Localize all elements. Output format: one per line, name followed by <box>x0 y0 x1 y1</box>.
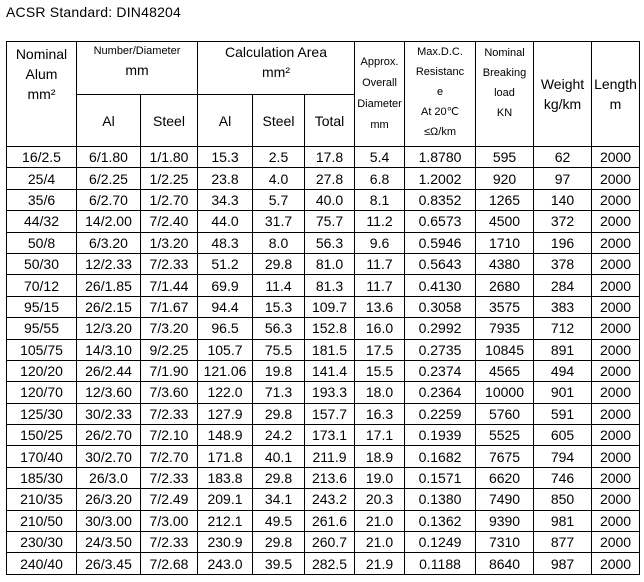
table-cell: 11.7 <box>355 253 405 274</box>
table-cell: 6.8 <box>355 168 405 189</box>
table-row <box>7 489 640 510</box>
table-cell: 29.8 <box>253 253 305 274</box>
table-cell: 901 <box>534 382 592 403</box>
table-cell: 0.5946 <box>405 232 476 253</box>
header-length: Length m <box>592 42 640 147</box>
table-cell: 7/3.20 <box>141 318 198 339</box>
table-cell: 70/12 <box>7 275 77 296</box>
table-cell: 14/3.10 <box>77 339 141 360</box>
table-cell: 920 <box>476 168 534 189</box>
table-row <box>7 211 640 232</box>
table-cell: 6/1.80 <box>77 147 141 168</box>
header-weight: Weight kg/km <box>534 42 592 147</box>
table-cell: 2000 <box>592 553 640 574</box>
table-cell: 794 <box>534 446 592 467</box>
table-cell: 141.4 <box>305 360 355 381</box>
table-cell: 230.9 <box>198 532 253 553</box>
table-cell: 1710 <box>476 232 534 253</box>
table-cell: 0.1362 <box>405 510 476 531</box>
table-cell: 0.2364 <box>405 382 476 403</box>
table-cell: 125/30 <box>7 403 77 424</box>
table-cell: 19.8 <box>253 360 305 381</box>
table-cell: 5760 <box>476 403 534 424</box>
table-cell: 48.3 <box>198 232 253 253</box>
table-row <box>7 339 640 360</box>
table-cell: 16.0 <box>355 318 405 339</box>
table-cell: 2000 <box>592 318 640 339</box>
table-cell: 7/1.67 <box>141 296 198 317</box>
table-cell: 210/50 <box>7 510 77 531</box>
table-cell: 0.1380 <box>405 489 476 510</box>
table-row <box>7 189 640 210</box>
table-cell: 230/30 <box>7 532 77 553</box>
table-cell: 981 <box>534 510 592 531</box>
table-cell: 105/75 <box>7 339 77 360</box>
table-cell: 2000 <box>592 296 640 317</box>
table-cell: 6/2.70 <box>77 189 141 210</box>
table-cell: 30/2.33 <box>77 403 141 424</box>
table-cell: 26/2.44 <box>77 360 141 381</box>
table-cell: 0.5643 <box>405 253 476 274</box>
table-cell: 26/3.20 <box>77 489 141 510</box>
table-cell: 10000 <box>476 382 534 403</box>
table-cell: 987 <box>534 553 592 574</box>
table-cell: 26/2.15 <box>77 296 141 317</box>
table-cell: 11.2 <box>355 211 405 232</box>
table-cell: 7/2.33 <box>141 467 198 488</box>
table-cell: 2000 <box>592 211 640 232</box>
table-row <box>7 296 640 317</box>
table-cell: 26/3.0 <box>77 467 141 488</box>
table-cell: 4.0 <box>253 168 305 189</box>
table-cell: 196 <box>534 232 592 253</box>
table-cell: 605 <box>534 425 592 446</box>
table-cell: 1/2.70 <box>141 189 198 210</box>
table-cell: 2000 <box>592 446 640 467</box>
table-cell: 5.4 <box>355 147 405 168</box>
table-cell: 17.5 <box>355 339 405 360</box>
table-cell: 29.8 <box>253 467 305 488</box>
table-cell: 0.1249 <box>405 532 476 553</box>
table-cell: 96.5 <box>198 318 253 339</box>
table-cell: 12/3.20 <box>77 318 141 339</box>
table-cell: 8.0 <box>253 232 305 253</box>
table-cell: 18.9 <box>355 446 405 467</box>
table-cell: 21.9 <box>355 553 405 574</box>
table-row <box>7 553 640 574</box>
table-cell: 0.3058 <box>405 296 476 317</box>
table-cell: 284 <box>534 275 592 296</box>
table-cell: 95/55 <box>7 318 77 339</box>
table-cell: 372 <box>534 211 592 232</box>
table-cell: 4565 <box>476 360 534 381</box>
acsr-spec-table <box>6 41 640 575</box>
table-cell: 44.0 <box>198 211 253 232</box>
table-cell: 12/3.60 <box>77 382 141 403</box>
table-cell: 378 <box>534 253 592 274</box>
table-cell: 15.3 <box>198 147 253 168</box>
table-cell: 209.1 <box>198 489 253 510</box>
table-cell: 15.3 <box>253 296 305 317</box>
table-cell: 9/2.25 <box>141 339 198 360</box>
table-cell: 75.7 <box>305 211 355 232</box>
table-cell: 2000 <box>592 168 640 189</box>
table-row <box>7 403 640 424</box>
table-cell: 17.8 <box>305 147 355 168</box>
table-cell: 7/2.10 <box>141 425 198 446</box>
table-cell: 29.8 <box>253 532 305 553</box>
table-cell: 21.0 <box>355 510 405 531</box>
table-cell: 69.9 <box>198 275 253 296</box>
table-cell: 383 <box>534 296 592 317</box>
table-cell: 94.4 <box>198 296 253 317</box>
table-cell: 7/2.33 <box>141 532 198 553</box>
table-cell: 2000 <box>592 382 640 403</box>
table-cell: 5.7 <box>253 189 305 210</box>
table-cell: 17.1 <box>355 425 405 446</box>
table-cell: 0.1939 <box>405 425 476 446</box>
table-cell: 210/35 <box>7 489 77 510</box>
table-cell: 95/15 <box>7 296 77 317</box>
table-cell: 261.6 <box>305 510 355 531</box>
table-cell: 39.5 <box>253 553 305 574</box>
table-cell: 7/2.33 <box>141 253 198 274</box>
table-cell: 0.1682 <box>405 446 476 467</box>
table-cell: 24.2 <box>253 425 305 446</box>
table-cell: 11.7 <box>355 275 405 296</box>
table-cell: 4380 <box>476 253 534 274</box>
table-cell: 19.0 <box>355 467 405 488</box>
table-cell: 7/2.49 <box>141 489 198 510</box>
table-cell: 62 <box>534 147 592 168</box>
table-cell: 7/3.00 <box>141 510 198 531</box>
table-cell: 25/4 <box>7 168 77 189</box>
table-cell: 16.3 <box>355 403 405 424</box>
header-number-diameter: Number/Diameter mm <box>77 42 198 95</box>
header-area-al: Al <box>198 95 253 147</box>
table-cell: 2000 <box>592 489 640 510</box>
table-cell: 2680 <box>476 275 534 296</box>
table-cell: 26/1.85 <box>77 275 141 296</box>
table-cell: 173.1 <box>305 425 355 446</box>
table-cell: 183.8 <box>198 467 253 488</box>
table-cell: 122.0 <box>198 382 253 403</box>
header-max-dc-resistance: Max.D.C. Resistanc e At 20℃ ≤Ω/km <box>405 42 476 147</box>
table-cell: 71.3 <box>253 382 305 403</box>
table-cell: 150/25 <box>7 425 77 446</box>
table-cell: 26/3.45 <box>77 553 141 574</box>
table-cell: 120/70 <box>7 382 77 403</box>
table-cell: 240/40 <box>7 553 77 574</box>
table-cell: 24/3.50 <box>77 532 141 553</box>
header-approx-overall-diameter: Approx. Overall Diameter mm <box>355 42 405 147</box>
table-cell: 0.8352 <box>405 189 476 210</box>
header-calculation-area: Calculation Area mm² <box>198 42 355 95</box>
table-row <box>7 467 640 488</box>
table-cell: 14/2.00 <box>77 211 141 232</box>
table-cell: 2000 <box>592 189 640 210</box>
table-cell: 50/8 <box>7 232 77 253</box>
table-cell: 850 <box>534 489 592 510</box>
table-cell: 44/32 <box>7 211 77 232</box>
table-row <box>7 168 640 189</box>
table-cell: 18.0 <box>355 382 405 403</box>
table-cell: 56.3 <box>305 232 355 253</box>
table-cell: 494 <box>534 360 592 381</box>
header-nd-al: Al <box>77 95 141 147</box>
table-cell: 6/2.25 <box>77 168 141 189</box>
table-row <box>7 360 640 381</box>
table-cell: 2000 <box>592 510 640 531</box>
table-cell: 1/1.80 <box>141 147 198 168</box>
table-cell: 171.8 <box>198 446 253 467</box>
header-nominal-breaking-load: Nominal Breaking load KN <box>476 42 534 147</box>
table-cell: 31.7 <box>253 211 305 232</box>
header-area-steel: Steel <box>253 95 305 147</box>
table-row <box>7 425 640 446</box>
table-cell: 34.3 <box>198 189 253 210</box>
table-cell: 2000 <box>592 147 640 168</box>
table-row <box>7 510 640 531</box>
table-row <box>7 147 640 168</box>
table-cell: 8640 <box>476 553 534 574</box>
table-row <box>7 232 640 253</box>
header-area-total: Total <box>305 95 355 147</box>
table-cell: 193.3 <box>305 382 355 403</box>
table-cell: 2000 <box>592 425 640 446</box>
table-cell: 121.06 <box>198 360 253 381</box>
table-cell: 877 <box>534 532 592 553</box>
header-nominal-alum: Nominal Alum mm² <box>7 42 77 147</box>
table-cell: 21.0 <box>355 532 405 553</box>
table-cell: 7/3.60 <box>141 382 198 403</box>
table-cell: 4500 <box>476 211 534 232</box>
table-cell: 7310 <box>476 532 534 553</box>
table-cell: 49.5 <box>253 510 305 531</box>
table-cell: 6620 <box>476 467 534 488</box>
table-cell: 2000 <box>592 339 640 360</box>
table-cell: 7/2.33 <box>141 403 198 424</box>
table-cell: 2000 <box>592 360 640 381</box>
table-cell: 260.7 <box>305 532 355 553</box>
table-cell: 0.1571 <box>405 467 476 488</box>
table-cell: 212.1 <box>198 510 253 531</box>
table-cell: 0.4130 <box>405 275 476 296</box>
table-cell: 7490 <box>476 489 534 510</box>
table-row <box>7 275 640 296</box>
table-cell: 10845 <box>476 339 534 360</box>
table-cell: 29.8 <box>253 403 305 424</box>
table-cell: 75.5 <box>253 339 305 360</box>
table-cell: 7675 <box>476 446 534 467</box>
table-row <box>7 382 640 403</box>
table-cell: 282.5 <box>305 553 355 574</box>
table-cell: 40.1 <box>253 446 305 467</box>
table-body <box>7 147 640 575</box>
table-cell: 0.2735 <box>405 339 476 360</box>
table-cell: 40.0 <box>305 189 355 210</box>
table-cell: 23.8 <box>198 168 253 189</box>
table-cell: 0.6573 <box>405 211 476 232</box>
table-cell: 1/2.25 <box>141 168 198 189</box>
table-cell: 11.4 <box>253 275 305 296</box>
table-cell: 211.9 <box>305 446 355 467</box>
table-cell: 20.3 <box>355 489 405 510</box>
table-cell: 2000 <box>592 532 640 553</box>
table-cell: 891 <box>534 339 592 360</box>
table-cell: 7935 <box>476 318 534 339</box>
table-cell: 7/1.44 <box>141 275 198 296</box>
table-cell: 5525 <box>476 425 534 446</box>
table-cell: 34.1 <box>253 489 305 510</box>
table-cell: 9390 <box>476 510 534 531</box>
table-row <box>7 253 640 274</box>
table-cell: 6/3.20 <box>77 232 141 253</box>
table-row <box>7 318 640 339</box>
table-cell: 7/2.40 <box>141 211 198 232</box>
table-cell: 8.1 <box>355 189 405 210</box>
table-cell: 16/2.5 <box>7 147 77 168</box>
table-cell: 2000 <box>592 232 640 253</box>
table-cell: 2000 <box>592 275 640 296</box>
table-row <box>7 532 640 553</box>
table-cell: 120/20 <box>7 360 77 381</box>
table-cell: 712 <box>534 318 592 339</box>
table-cell: 27.8 <box>305 168 355 189</box>
table-cell: 213.6 <box>305 467 355 488</box>
table-cell: 148.9 <box>198 425 253 446</box>
table-cell: 2000 <box>592 467 640 488</box>
table-cell: 157.7 <box>305 403 355 424</box>
table-cell: 0.2992 <box>405 318 476 339</box>
table-cell: 7/2.68 <box>141 553 198 574</box>
table-cell: 56.3 <box>253 318 305 339</box>
table-cell: 51.2 <box>198 253 253 274</box>
table-cell: 15.5 <box>355 360 405 381</box>
table-cell: 243.0 <box>198 553 253 574</box>
table-cell: 152.8 <box>305 318 355 339</box>
table-cell: 12/2.33 <box>77 253 141 274</box>
table-cell: 7/1.90 <box>141 360 198 381</box>
table-cell: 81.3 <box>305 275 355 296</box>
table-cell: 591 <box>534 403 592 424</box>
table-cell: 1.2002 <box>405 168 476 189</box>
table-cell: 1265 <box>476 189 534 210</box>
header-nd-steel: Steel <box>141 95 198 147</box>
table-cell: 2.5 <box>253 147 305 168</box>
table-cell: 9.6 <box>355 232 405 253</box>
table-cell: 35/6 <box>7 189 77 210</box>
table-row <box>7 446 640 467</box>
table-cell: 3575 <box>476 296 534 317</box>
table-cell: 170/40 <box>7 446 77 467</box>
table-cell: 109.7 <box>305 296 355 317</box>
table-cell: 26/2.70 <box>77 425 141 446</box>
table-cell: 746 <box>534 467 592 488</box>
table-cell: 50/30 <box>7 253 77 274</box>
table-cell: 81.0 <box>305 253 355 274</box>
table-cell: 140 <box>534 189 592 210</box>
table-cell: 595 <box>476 147 534 168</box>
table-cell: 97 <box>534 168 592 189</box>
table-cell: 30/2.70 <box>77 446 141 467</box>
table-cell: 0.2259 <box>405 403 476 424</box>
table-cell: 127.9 <box>198 403 253 424</box>
table-cell: 1.8780 <box>405 147 476 168</box>
table-cell: 243.2 <box>305 489 355 510</box>
table-cell: 0.2374 <box>405 360 476 381</box>
table-cell: 2000 <box>592 403 640 424</box>
table-cell: 185/30 <box>7 467 77 488</box>
table-cell: 105.7 <box>198 339 253 360</box>
table-cell: 30/3.00 <box>77 510 141 531</box>
table-cell: 181.5 <box>305 339 355 360</box>
table-cell: 1/3.20 <box>141 232 198 253</box>
table-cell: 2000 <box>592 253 640 274</box>
table-cell: 13.6 <box>355 296 405 317</box>
table-cell: 7/2.70 <box>141 446 198 467</box>
table-cell: 0.1188 <box>405 553 476 574</box>
table-caption: ACSR Standard: DIN48204 <box>6 4 182 20</box>
